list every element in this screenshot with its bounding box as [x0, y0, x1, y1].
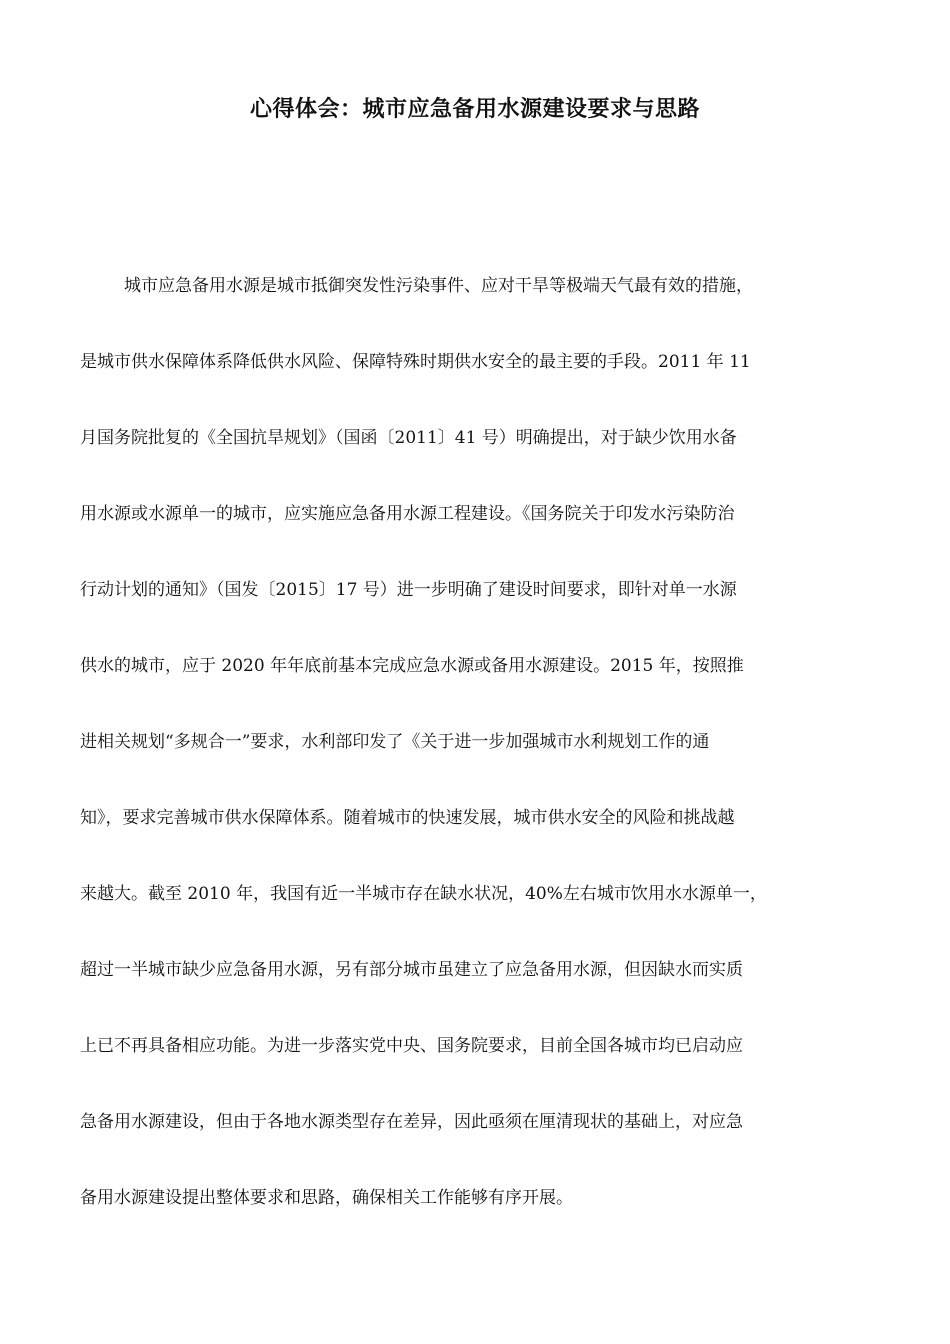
paragraph-line: 来越大。截至 2010 年，我国有近一半城市存在缺水状况，40%左右城市饮用水水源单一， — [80, 884, 767, 904]
paragraph-line: 用水源或水源单一的城市，应实施应急备用水源工程建设。《国务院关于印发水污染防治 — [80, 504, 735, 524]
body-paragraph — [80, 270, 875, 1270]
page-title: 心得体会：城市应急备用水源建设要求与思路 — [249, 97, 700, 122]
paragraph-line: 月国务院批复的《全国抗旱规划》（国函〔2011〕41 号）明确提出，对于缺少饮用水备 — [80, 428, 737, 448]
paragraph-line: 备用水源建设提出整体要求和思路，确保相关工作能够有序开展。 — [80, 1188, 573, 1208]
paragraph-line: 超过一半城市缺少应急备用水源，另有部分城市虽建立了应急备用水源，但因缺水而实质 — [80, 960, 743, 980]
paragraph-line: 进相关规划“多规合一”要求，水利部印发了《关于进一步加强城市水利规划工作的通 — [80, 732, 710, 752]
paragraph-line: 上已不再具备相应功能。为进一步落实党中央、国务院要求，目前全国各城市均已启动应 — [80, 1036, 743, 1056]
paragraph-line: 供水的城市，应于 2020 年年底前基本完成应急水源或备用水源建设。2015 年，按照推 — [80, 656, 744, 676]
paragraph-line: 是城市供水保障体系降低供水风险、保障特殊时期供水安全的最主要的手段。2011 年 11 — [80, 352, 751, 372]
paragraph-line: 行动计划的通知》（国发〔2015〕17 号）进一步明确了建设时间要求，即针对单一水源 — [80, 580, 737, 600]
paragraph-line: 知》，要求完善城市供水保障体系。随着城市的快速发展，城市供水安全的风险和挑战越 — [80, 808, 735, 828]
paragraph-line: 急备用水源建设，但由于各地水源类型存在差异，因此亟须在厘清现状的基础上，对应急 — [80, 1112, 743, 1132]
paragraph-line: 城市应急备用水源是城市抵御突发性污染事件、应对干旱等极端天气最有效的措施， — [124, 276, 753, 296]
